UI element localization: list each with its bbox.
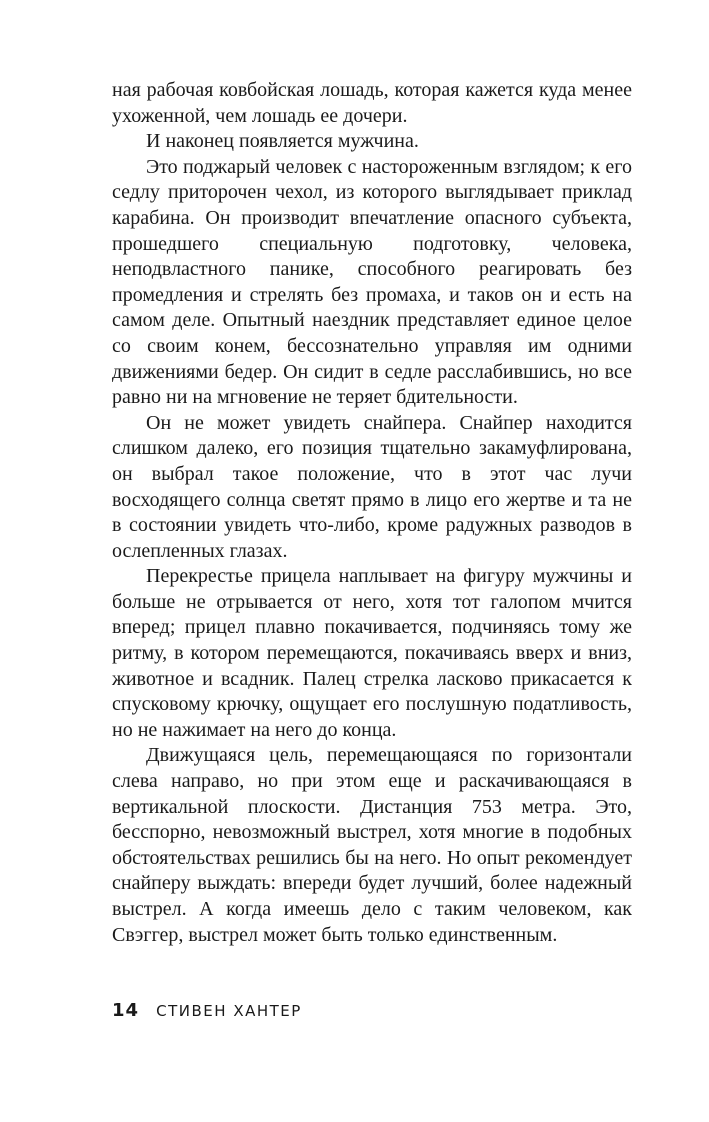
paragraph-3: Это поджарый человек с настороженным взглядом; к его седлу приторочен чехол, из которого выглядывает приклад карабина. Он производит впечатление опасного субъекта, прошедшего специальную подготовку, человека, неподвластного панике, способного реагировать без промедления и стрелять без промаха, и таков он и есть на самом деле. Опытный наездник представляет единое целое со своим конем, бессознательно управляя им одними движениями бедер. Он сидит в седле расслабившись, но все равно ни на мгновение не теряет бдительности. — [112, 155, 632, 409]
paragraph-4: Он не может увидеть снайпера. Снайпер находится слишком далеко, его позиция тщательно закамуфлирована, он выбрал такое положение, что в этот час лучи восходящего солнца светят прямо в лицо его жертве и та не в состоянии увидеть что-либо, кроме радужных разводов в ослепленных глазах. — [112, 411, 632, 562]
running-head-author: СТИВЕН ХАНТЕР — [156, 1002, 302, 1020]
paragraph-1: ная рабочая ковбойская лошадь, которая кажется куда менее ухоженной, чем лошадь ее дочери. — [112, 79, 632, 127]
book-page-text — [112, 78, 632, 948]
paragraph-2: И наконец появляется мужчина. — [146, 130, 419, 153]
paragraph-5: Перекрестье прицела наплывает на фигуру мужчины и больше не отрывается от него, хотя тот галопом мчится вперед; прицел плавно покачивается, подчиняясь тому же ритму, в котором перемещаются, покачиваясь вверх и вниз, животное и всадник. Палец стрелка ласково прикасается к спусковому крючку, ощущает его послушную податливость, но не нажимает на него до конца. — [112, 565, 632, 741]
page-footer — [112, 1000, 302, 1021]
paragraph-6: Движущаяся цель, перемещающаяся по горизонтали слева направо, но при этом еще и раскачивающаяся в вертикальной плоскости. Дистанция 753 метра. Это, бесспорно, невозможный выстрел, хотя многие в подобных обстоятельствах решились бы на него. Но опыт рекомендует снайперу выждать: впереди будет лучший, более надежный выстрел. А когда имеешь дело с таким человеком, как Свэггер, выстрел может быть только единственным. — [112, 744, 632, 946]
page-number: 14 — [112, 1000, 140, 1021]
